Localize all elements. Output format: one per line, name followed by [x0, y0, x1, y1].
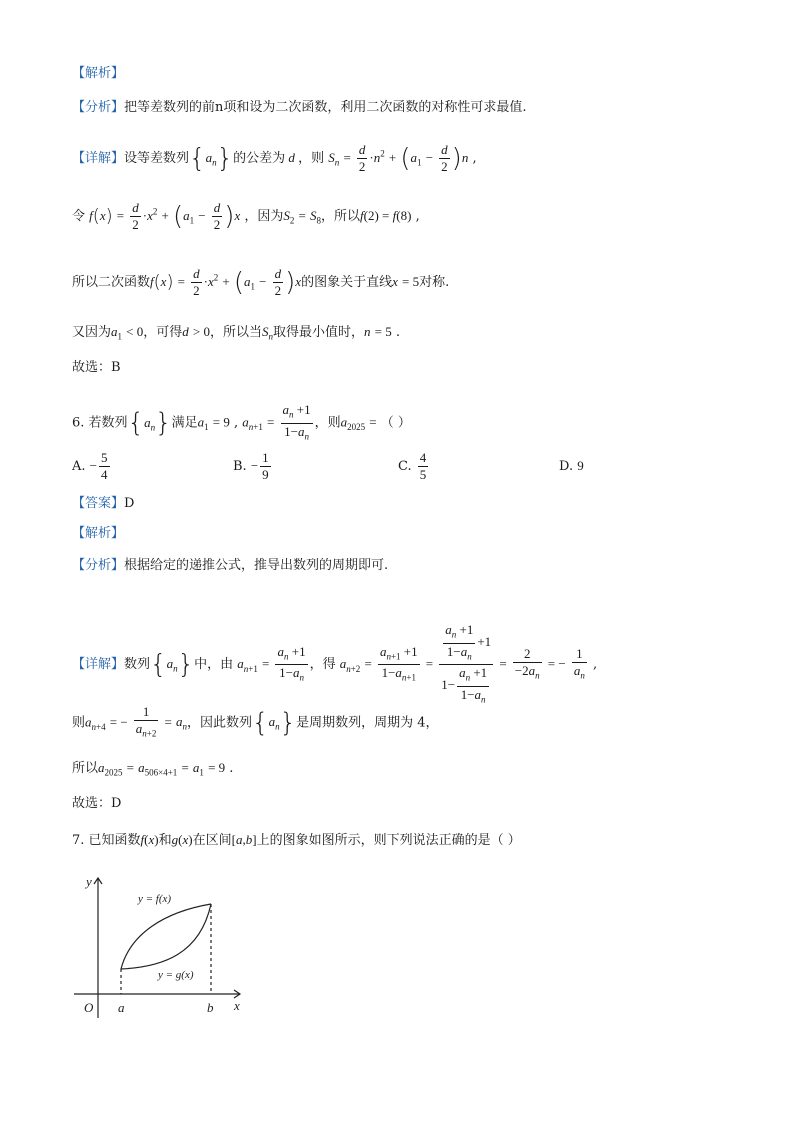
option-den: 4 — [101, 467, 108, 482]
fenxi-text: 根据给定的递推公式，推导出数列的周期即可. — [124, 558, 389, 573]
xiangjie-line-4: 又因为$a_1 < 0$，可得d > 0，所以当$S_n$取得最小值时，n = 5 . — [72, 324, 401, 342]
xiangjie-6-line-1: 【详解】数列$\{a_n\}$中，由 $a_{n+1}$ = $\frac{a_n +1}{1-a_n}$ ，得 $a_{n+2}$ = $\frac{a_{n+1} +1}{1-a_{n+1}}$ = $\frac{a_n +1}{1-a_n}$ +1 1− $\frac{a_n +1}{1-a_n}$ = $\frac{2}{-2a_n}$ = − $\frac{1}{a_n}$ , — [72, 622, 598, 705]
fenxi-line — [72, 98, 527, 118]
option-c[interactable] — [398, 450, 430, 483]
xiangjie-line-1: 【详解】设等差数列$\{a_n\}$的公差为 d ，则 $S_n$ = $\frac{d}{2}$ $\cdot n^2 + (a_1$ − $\frac{d}{2}$ )n , — [72, 142, 477, 174]
text-seg: （ ） — [380, 415, 411, 431]
jiexi-heading: 【解析】 — [72, 66, 125, 81]
option-a[interactable] — [72, 450, 112, 483]
answer-6-final: 故选：D — [72, 796, 122, 811]
option-den: 9 — [262, 467, 269, 482]
function-graph — [68, 872, 268, 1022]
xiangjie-tag: 【详解】 — [72, 151, 125, 166]
answer-5: 故选：B — [72, 360, 121, 375]
option-b[interactable] — [233, 450, 273, 483]
curve-g — [121, 904, 211, 969]
xiangjie-6-line-2: 则$a_{n+4}$ = − $\frac{1}{a_{n+2}}$ = $a_n$，因此数列$\{a_n\}$是周期数列，周期为 4， — [72, 704, 439, 739]
option-label: C. — [398, 459, 412, 474]
xiangjie-tag: 【详解】 — [72, 657, 125, 673]
question-6-stem: 6. 若数列$\{a_n\}$满足$a_1 = 9$ , $a_{n+1}$ = $\frac{a_n +1}{1-a_n}$ ，则$a_{2025}$ = （ ） — [72, 402, 411, 442]
text-seg: ，所以当 — [210, 325, 263, 340]
g-label: y = g(x) — [158, 969, 194, 981]
option-d[interactable] — [559, 458, 584, 474]
text-seg: 在区间 — [192, 833, 232, 848]
text-seg: ，因此数列 — [187, 715, 253, 731]
text-seg: ，可得 — [143, 325, 183, 340]
text-seg: 中，由 — [194, 657, 234, 673]
origin-label: O — [84, 1000, 94, 1015]
option-den: 5 — [419, 467, 427, 482]
option-num: 1 — [262, 450, 269, 465]
text-seg: 上的图象如图所示，则下列说法正确的是（ ） — [256, 833, 521, 848]
option-sign: − — [89, 458, 98, 473]
text-seg: 满足 — [171, 415, 198, 431]
text-seg: ，则 — [298, 151, 325, 166]
xiangjie-line-2: 令 f(x) = $\frac{d}{2}$ $\cdot x^2 + (a_1$ − $\frac{d}{2}$ )x ，因为$S_2 = S_8$，所以f(2) = f(8) , — [72, 200, 420, 232]
option-num: 5 — [101, 450, 108, 465]
text-seg: 则 — [72, 715, 86, 731]
text-seg: 取得最小值时， — [273, 325, 365, 340]
text-seg: 所以二次函数 — [72, 275, 151, 290]
fenxi-tag: 【分析】 — [72, 558, 125, 573]
text-seg: 对称. — [419, 275, 450, 290]
answer-tag: 【答案】 — [72, 496, 125, 511]
text-seg: ，因为 — [244, 209, 284, 224]
fenxi-text: 把等差数列的前n项和设为二次函数，利用二次函数的对称性可求最值. — [124, 100, 527, 115]
option-label: B. — [233, 459, 247, 474]
text-seg: 设等差数列 — [124, 151, 190, 166]
option-value: 9 — [577, 458, 584, 473]
option-sign: − — [250, 458, 259, 473]
option-label: A. — [72, 459, 86, 474]
fenxi-line-6 — [72, 556, 388, 576]
xiangjie-6-line-3: 所以$a_{2025} = a_{506\times 4+1} = a_1 = 9$ . — [72, 760, 234, 778]
a-label: a — [118, 1000, 125, 1015]
text-seg: 又因为 — [72, 325, 112, 340]
text-seg: 7. 已知函数 — [72, 833, 141, 848]
text-seg: 是周期数列，周期为 4， — [296, 715, 439, 731]
answer-6-line — [72, 494, 134, 514]
x-axis-label: x — [234, 998, 240, 1013]
text-seg: 令 — [72, 209, 86, 224]
text-seg: 和 — [158, 833, 172, 848]
fenxi-tag: 【分析】 — [72, 100, 125, 115]
xiangjie-line-3: 所以二次函数f(x) = $\frac{d}{2}$ $\cdot x^2 + (a_1$ − $\frac{d}{2}$ )x的图象关于直线x = 5对称. — [72, 266, 450, 298]
b-label: b — [207, 1000, 214, 1015]
option-label: D. — [559, 459, 574, 474]
answer-6: D — [124, 496, 135, 511]
text-seg: 的公差为 — [233, 151, 286, 166]
option-num: 4 — [419, 450, 427, 465]
text-seg: ，得 — [309, 657, 336, 673]
text-seg: 所以 — [72, 761, 99, 776]
text-seg: ，则 — [314, 415, 341, 431]
text-seg: 6. 若数列 — [72, 415, 128, 431]
f-label: y = f(x) — [138, 893, 172, 905]
jiexi-heading-6: 【解析】 — [72, 526, 125, 541]
question-7-stem: 7. 已知函数f(x)和g(x)在区间[a,b]上的图象如图所示，则下列说法正确的是（ ） — [72, 832, 521, 848]
text-seg: 的图象关于直线 — [301, 275, 393, 290]
text-seg: ，所以 — [321, 209, 361, 224]
y-axis-label: y — [86, 874, 92, 889]
text-seg: 数列 — [124, 657, 151, 673]
